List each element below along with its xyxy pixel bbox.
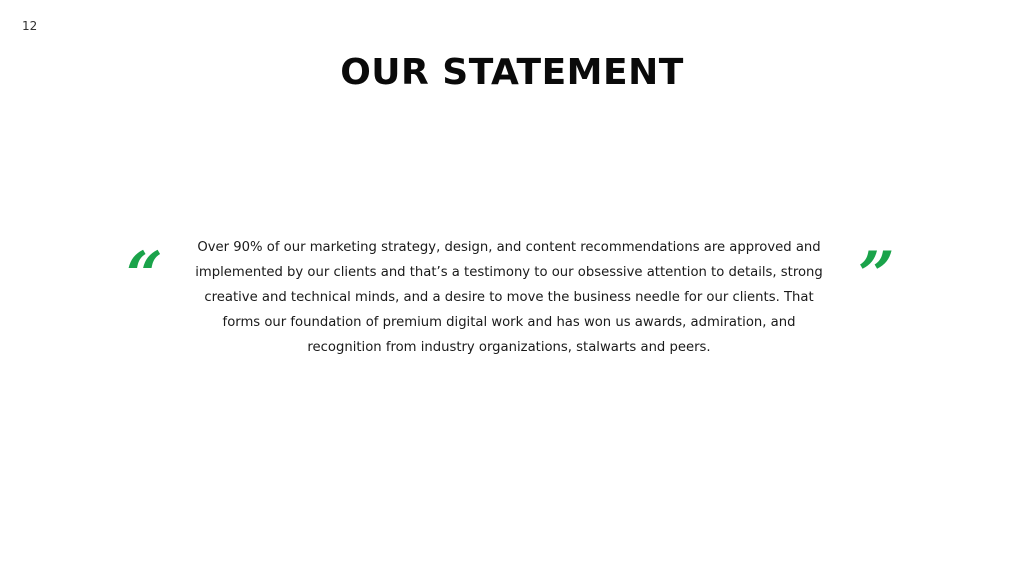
close-quote-icon: ”: [858, 238, 895, 313]
page-number: 12: [22, 19, 38, 33]
statement-text: Over 90% of our marketing strategy, design, and content recommendations are approved and implemented by our clients and that’s a testimony to our obsessive attention to details, strong creative and technical minds, and a desire to move the business needle for our clients. That forms our foundation of premium digital work and has won us awards, admiration, and recognition from industry organizations, stalwarts and peers.: [195, 240, 823, 355]
slide-title: OUR STATEMENT: [340, 52, 684, 93]
open-quote-icon: “: [126, 238, 163, 313]
